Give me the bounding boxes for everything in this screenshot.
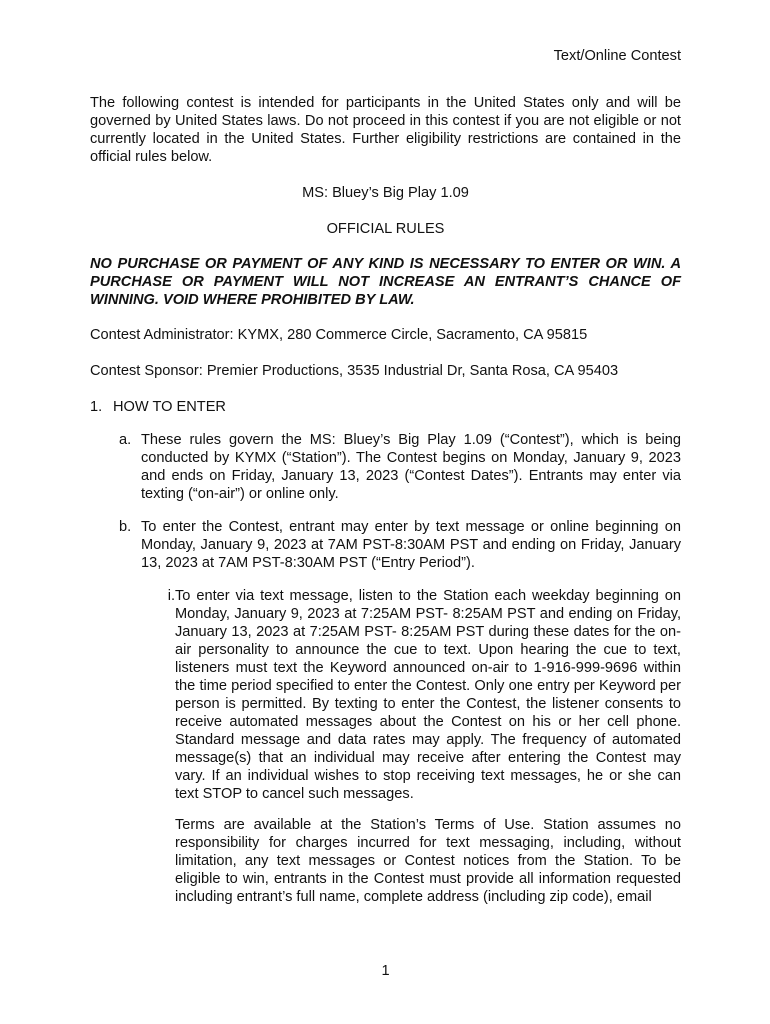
contest-administrator: Contest Administrator: KYMX, 280 Commerce Circle, Sacramento, CA 95815 (90, 327, 588, 343)
contest-sponsor: Contest Sponsor: Premier Productions, 3535 Industrial Dr, Santa Rosa, CA 95403 (90, 363, 619, 379)
list-item-i (157, 587, 681, 803)
list-item-b (119, 518, 681, 572)
page-number: 1 (381, 963, 390, 979)
list-item-text: To enter via text message, listen to the Station each weekday beginning on Monday, January 9, 2023 at 7:25AM PST- 8:25AM PST and ending on Friday, January 13, 2023 at 7:25AM PST- 8:25AM PST during these dates for the on-air personality to announce the cue to text. Upon hearing the cue to text, listeners must text the Keyword announced on-air to 1-916-999-9696 within the time period specified to enter the Contest. Only one entry per Keyword per person is permitted. By texting to enter the Contest, the listener consents to receive automated messages about the Contest on his or her cell phone. Standard message and data rates may apply. The frequency of automated message(s) that an individual may receive after entering the Contest may vary. If an individual wishes to stop receiving text messages, he or she can text STOP to cancel such messages. (175, 588, 681, 802)
disclaimer-paragraph: NO PURCHASE OR PAYMENT OF ANY KIND IS NECESSARY TO ENTER OR WIN. A PURCHASE OR PAYMENT WILL NOT INCREASE AN ENTRANT’S CHANCE OF WINNING. VOID WHERE PROHIBITED BY LAW. (90, 256, 681, 308)
section-title: HOW TO ENTER (113, 399, 226, 415)
document-page (90, 0, 681, 1024)
contest-title: MS: Bluey’s Big Play 1.09 (302, 185, 469, 201)
list-item-text: To enter the Contest, entrant may enter by text message or online beginning on Monday, January 9, 2023 at 7AM PST-8:30AM PST and ending on Friday, January 13, 2023 at 7AM PST-8:30AM PST (“Entry Period”). (141, 519, 681, 571)
section-heading-how-to-enter (90, 398, 681, 416)
list-marker: a. (119, 432, 132, 448)
list-item-a (119, 431, 681, 503)
list-item-text: These rules govern the MS: Bluey’s Big Play 1.09 (“Contest”), which is being conducted by KYMX (“Station”). The Contest begins on Monday, January 9, 2023 and ends on Friday, January 13, 2023 (“Contest Dates”). Entrants may enter via texting (“on-air”) or online only. (141, 432, 681, 502)
document-type-header: Text/Online Contest (553, 48, 681, 64)
rules-heading: OFFICIAL RULES (326, 221, 445, 237)
intro-paragraph: The following contest is intended for participants in the United States only and will be governed by United States laws. Do not proceed in this contest if you are not eligible or not currently located in the United States. Further eligibility restrictions are contained in the official rules below. (90, 95, 681, 165)
continuation-paragraph: Terms are available at the Station’s Terms of Use. Station assumes no responsibility for charges incurred for text messaging, including, without limitation, any text messages or Contest notices from the Station. To be eligible to win, entrants in the Contest must provide all information requested including entrant’s full name, complete address (including zip code), email (175, 817, 681, 905)
list-marker: b. (119, 519, 132, 535)
section-number: 1. (90, 399, 103, 415)
list-marker: i. (167, 588, 175, 604)
